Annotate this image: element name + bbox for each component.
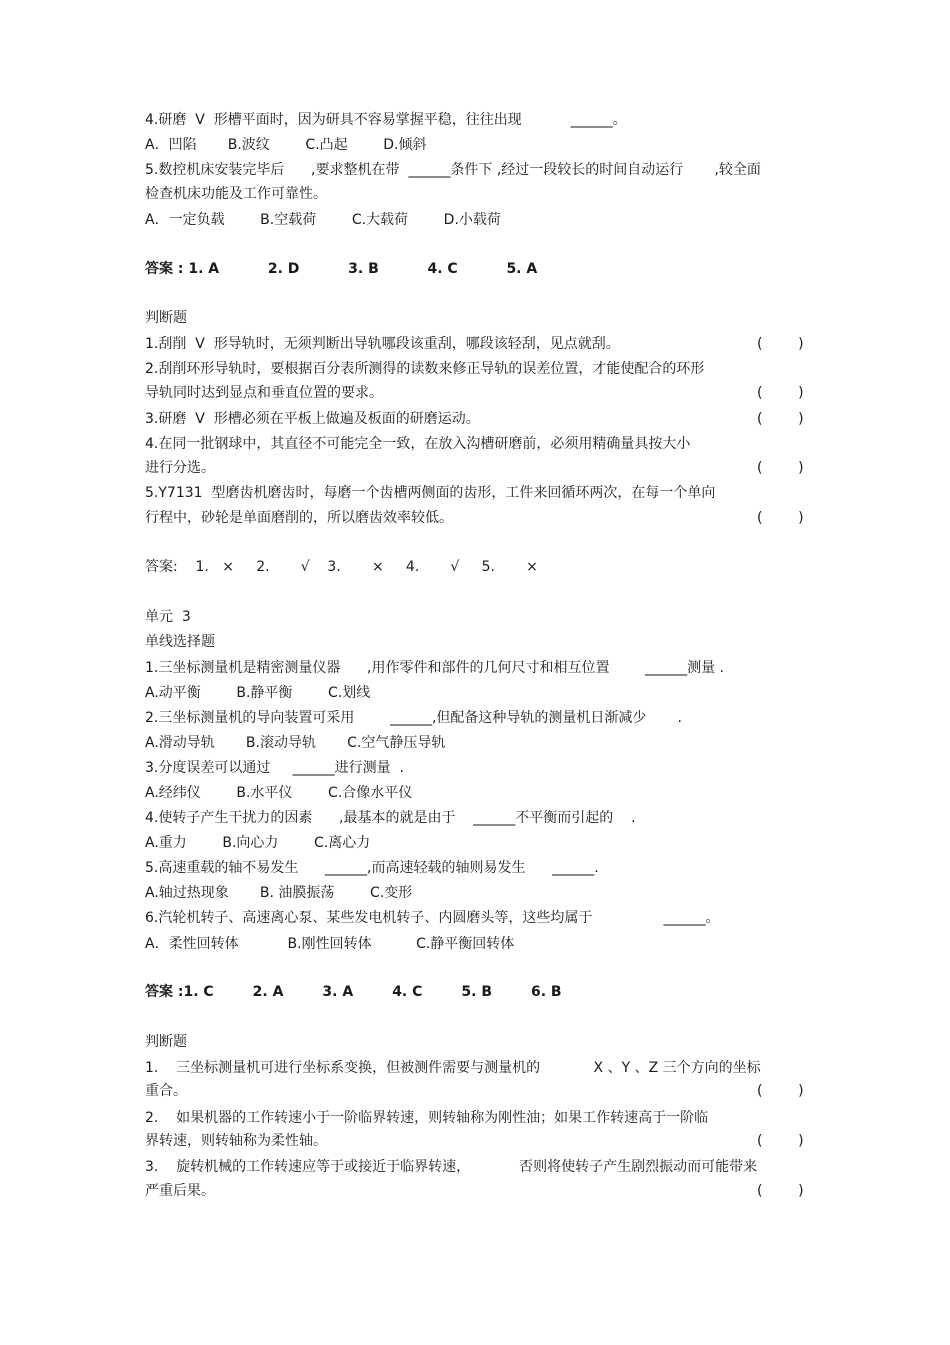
answer-blank-parens: ( ) xyxy=(757,460,804,476)
text-line: 导轨同时达到显点和垂直位置的要求。 xyxy=(145,385,383,401)
text-line: 严重后果。 xyxy=(145,1183,215,1199)
text-line: 2. 如果机器的工作转速小于一阶临界转速，则转轴称为刚性油；如果工作转速高于一阶临 xyxy=(145,1110,709,1126)
text-line: 检查机床功能及工作可靠性。 xyxy=(145,186,327,202)
text-line: 单元 3 xyxy=(145,609,191,625)
text-line: 判断题 xyxy=(145,1034,187,1050)
text-line: 界转速，则转轴称为柔性轴。 xyxy=(145,1133,327,1149)
text-line: A．柔性回转体 B.刚性回转体 C.静平衡回转体 xyxy=(145,936,515,952)
text-line: 3.研磨 V 形槽必须在平板上做遍及板面的研磨运动。 xyxy=(145,411,480,427)
text-line: 答案 :1. C 2. A 3. A 4. C 5. B 6. B xyxy=(145,984,562,1000)
text-line: A.动平衡 B.静平衡 C.划线 xyxy=(145,685,371,701)
text-line: 4.使转子产生干扰力的因素 ,最基本的就是由于 ______不平衡而引起的 . xyxy=(145,810,636,826)
answer-blank-parens: ( ) xyxy=(757,411,804,427)
text-line: A.重力 B.向心力 C.离心力 xyxy=(145,835,371,851)
text-line: 单线选择题 xyxy=(145,634,215,650)
answer-blank-parens: ( ) xyxy=(757,1183,804,1199)
text-line: 5.Y7131 型磨齿机磨齿时，每磨一个齿槽两侧面的齿形，工件来回循环两次，在每一个单向 xyxy=(145,485,716,501)
text-line: A.滑动导轨 B.滚动导轨 C.空气静压导轨 xyxy=(145,735,446,751)
text-line: A.轴过热现象 B. 油膜振荡 C.变形 xyxy=(145,885,413,901)
text-line: A.经纬仪 B.水平仪 C.合像水平仪 xyxy=(145,785,413,801)
text-line: 5.数控机床安装完毕后 ,要求整机在带 ______条件下 ,经过一段较长的时间自动运行 ,较全面 xyxy=(145,162,761,178)
answer-blank-parens: ( ) xyxy=(757,510,804,526)
text-line: 1.刮削 V 形导轨时，无须判断出导轨哪段该重刮，哪段该轻刮，见点就刮。 xyxy=(145,336,620,352)
text-line: 行程中，砂轮是单面磨削的，所以磨齿效率较低。 xyxy=(145,510,453,526)
text-line: 进行分选。 xyxy=(145,460,215,476)
text-line: 答案: 1. × 2. √ 3. × 4. √ 5. × xyxy=(145,559,538,575)
text-line: 2.三坐标测量机的导向装置可采用 ______,但配备这种导轨的测量机日渐减少 . xyxy=(145,710,683,726)
answer-blank-parens: ( ) xyxy=(757,385,804,401)
answer-blank-parens: ( ) xyxy=(757,1083,804,1099)
text-line: 3. 旋转机械的工作转速应等于或接近于临界转速， 否则将使转子产生剧烈振动而可能带来 xyxy=(145,1159,758,1175)
answer-blank-parens: ( ) xyxy=(757,1133,804,1149)
text-line: 1.三坐标测量机是精密测量仪器 ,用作零件和部件的几何尺寸和相互位置 ______测量 . xyxy=(145,660,725,676)
text-line: 答案 : 1. A 2. D 3. B 4. C 5. A xyxy=(145,261,538,277)
text-line: 2.刮削环形导轨时，要根据百分表所测得的读数来修正导轨的误差位置，才能使配合的环形 xyxy=(145,361,705,377)
text-line: 4.研磨 V 形槽平面时，因为研具不容易掌握平稳，往往出现 ______。 xyxy=(145,112,627,128)
text-line: 重合。 xyxy=(145,1083,187,1099)
text-line: 1. 三坐标测量机可进行坐标系变换，但被测件需要与测量机的 X 、Y 、Z 三个方向的坐标 xyxy=(145,1060,761,1076)
answer-blank-parens: ( ) xyxy=(757,336,804,352)
text-line: 判断题 xyxy=(145,310,187,326)
text-line: 6.汽轮机转子、高速离心泵、某些发电机转子、内圆磨头等，这些均属于 ______。 xyxy=(145,910,720,926)
text-line: 3.分度误差可以通过 ______进行测量 . xyxy=(145,760,404,776)
text-line: 4.在同一批钢球中，其直径不可能完全一致，在放入沟槽研磨前，必须用精确量具按大小 xyxy=(145,436,691,452)
text-line: A．一定负载 B.空载荷 C.大载荷 D.小载荷 xyxy=(145,212,501,228)
text-line: 5.高速重载的轴不易发生 ______,而高速轻载的轴则易发生 ______. xyxy=(145,860,599,876)
text-line: A．凹陷 B.波纹 C.凸起 D.倾斜 xyxy=(145,137,427,153)
